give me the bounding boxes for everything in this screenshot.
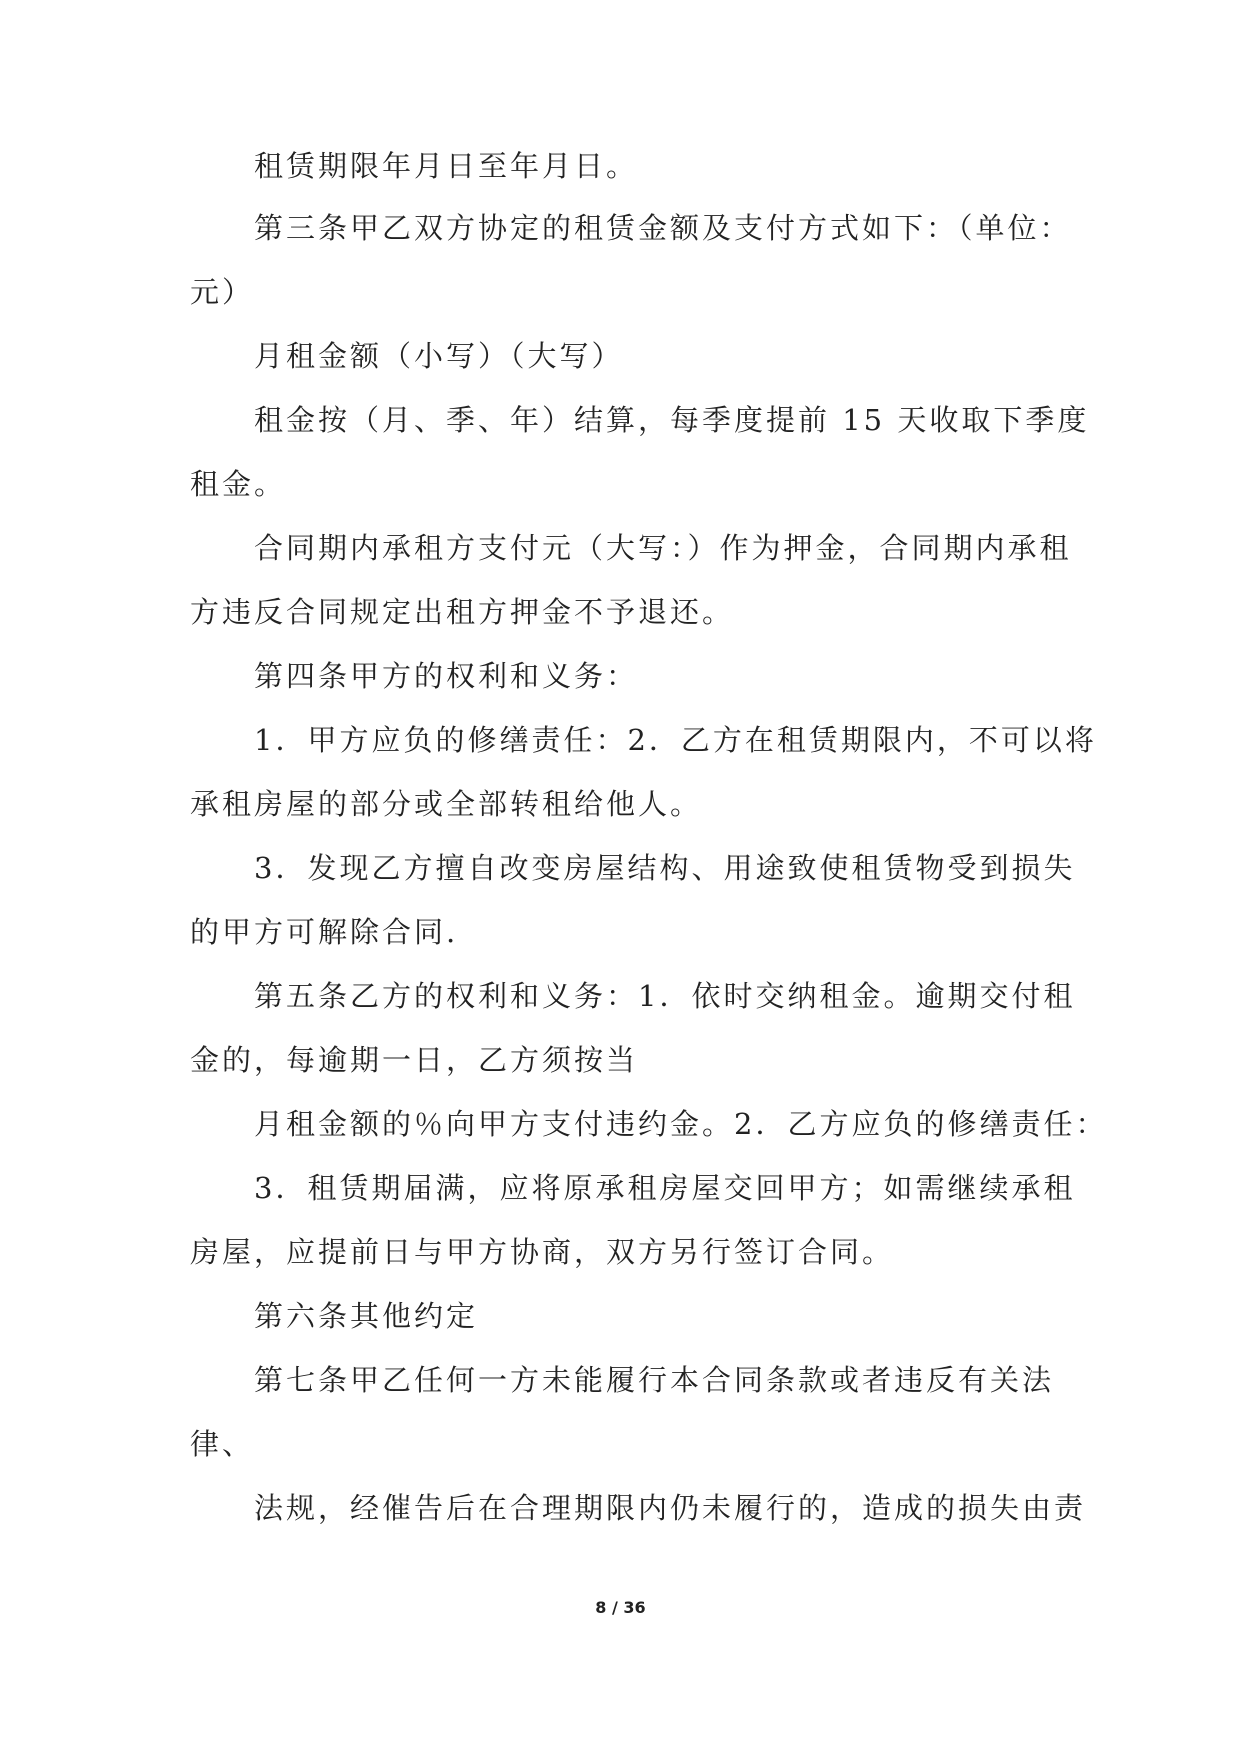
text-line: 租金。 [190, 467, 287, 501]
text-line: 第五条乙方的权利和义务：1．依时交纳租金。逾期交付租 [254, 979, 1076, 1013]
text-line: 租金按（月、季、年）结算，每季度提前 15 天收取下季度 [254, 403, 1090, 437]
text-line: 3．租赁期届满，应将原承租房屋交回甲方；如需继续承租 [254, 1171, 1076, 1205]
text-line: 房屋，应提前日与甲方协商，双方另行签订合同。 [190, 1235, 895, 1269]
page-number: 8 / 36 [595, 1598, 646, 1617]
text-line: 元） [190, 275, 255, 309]
text-line: 第四条甲方的权利和义务： [254, 659, 639, 693]
text-line: 承租房屋的部分或全部转租给他人。 [190, 787, 703, 821]
text-line: 租赁期限年月日至年月日。 [254, 149, 639, 183]
text-line: 月租金额（小写）（大写） [254, 339, 624, 373]
text-line: 第七条甲乙任何一方未能履行本合同条款或者违反有关法 [254, 1363, 1055, 1397]
text-line: 律、 [190, 1427, 255, 1461]
text-line: 方违反合同规定出租方押金不予退还。 [190, 595, 735, 629]
text-line: 法规，经催告后在合理期限内仍未履行的，造成的损失由责 [254, 1491, 1087, 1525]
text-line: 第三条甲乙双方协定的租赁金额及支付方式如下：（单位： [254, 211, 1072, 245]
text-line: 月租金额的％向甲方支付违约金。2．乙方应负的修缮责任： [254, 1107, 1108, 1141]
text-line: 金的，每逾期一日，乙方须按当 [190, 1043, 639, 1077]
text-line: 第六条其他约定 [254, 1299, 479, 1333]
text-line: 的甲方可解除合同. [190, 915, 459, 949]
text-line: 3．发现乙方擅自改变房屋结构、用途致使租赁物受到损失 [254, 851, 1076, 885]
text-line: 1．甲方应负的修缮责任：2．乙方在租赁期限内，不可以将 [254, 723, 1097, 757]
text-line: 合同期内承租方支付元（大写：）作为押金，合同期内承租 [254, 531, 1072, 565]
